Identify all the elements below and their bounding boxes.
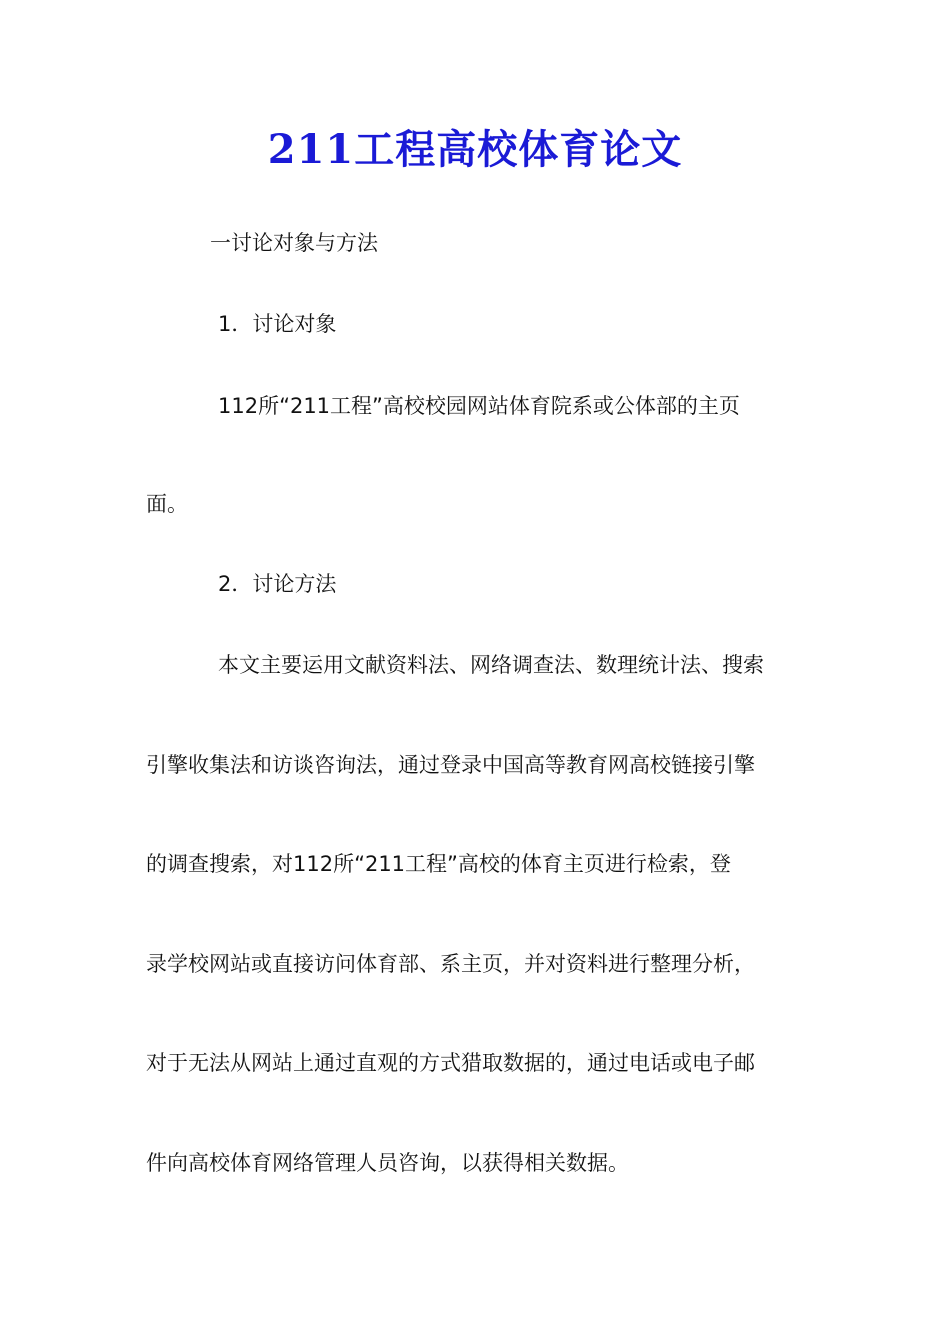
paragraph-line: 引擎收集法和访谈咨询法，通过登录中国高等教育网高校链接引擎 <box>146 753 755 777</box>
subsection-heading-research-method: 2．讨论方法 <box>218 572 337 596</box>
subsection-heading-research-object: 1．讨论对象 <box>218 312 337 336</box>
paragraph-line: 录学校网站或直接访问体育部、系主页，并对资料进行整理分析， <box>146 952 755 976</box>
paragraph-line: 件向高校体育网络管理人员咨询，以获得相关数据。 <box>146 1151 629 1175</box>
paragraph-line: 112所“211工程”高校校园网站体育院系或公体部的主页 <box>218 394 740 418</box>
document-title: 211工程高校体育论文 <box>267 126 683 173</box>
paragraph-line: 对于无法从网站上通过直观的方式猎取数据的，通过电话或电子邮 <box>146 1051 755 1075</box>
paragraph-line: 的调查搜索，对112所“211工程”高校的体育主页进行检索，登 <box>146 852 731 876</box>
paragraph-line: 本文主要运用文献资料法、网络调查法、数理统计法、搜索 <box>218 653 764 677</box>
section-heading: 一讨论对象与方法 <box>210 231 378 255</box>
paragraph-line: 面。 <box>146 492 188 516</box>
